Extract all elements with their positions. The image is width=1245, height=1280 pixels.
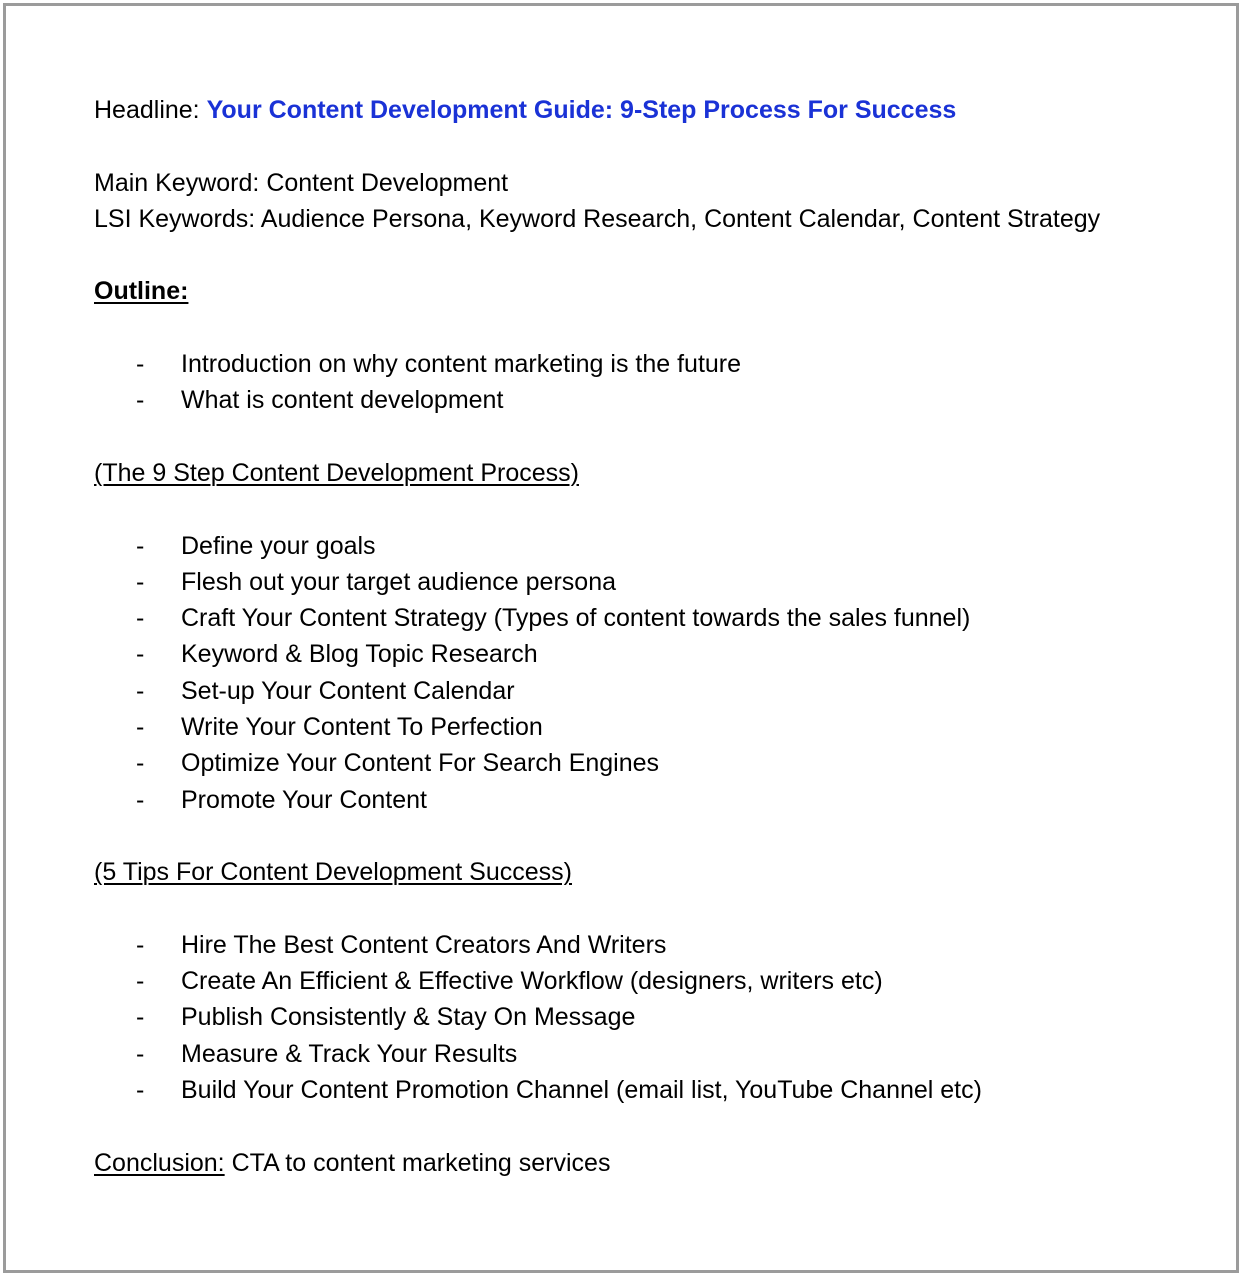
conclusion-value: CTA to content marketing services xyxy=(231,1148,611,1177)
dash-bullet: - xyxy=(136,749,145,778)
dash-bullet: - xyxy=(136,1003,145,1032)
main-keyword-line xyxy=(94,165,1224,201)
conclusion-line xyxy=(94,1145,1224,1181)
main-keyword-label: Main Keyword: xyxy=(94,168,260,197)
list-item xyxy=(94,963,1224,999)
list-item xyxy=(94,600,1224,636)
process-list xyxy=(94,528,1224,818)
dash-bullet: - xyxy=(136,350,145,379)
spacer xyxy=(94,1108,1224,1144)
list-item xyxy=(94,564,1224,600)
list-item xyxy=(94,709,1224,745)
dash-bullet: - xyxy=(136,930,145,959)
spacer xyxy=(94,128,1224,164)
list-item xyxy=(94,346,1224,382)
list-item xyxy=(94,745,1224,781)
spacer xyxy=(94,491,1224,527)
list-item-text: Keyword & Blog Topic Research xyxy=(181,640,538,669)
spacer xyxy=(94,310,1224,346)
list-item-text: Create An Efficient & Effective Workflow (designers, writers etc) xyxy=(181,967,883,996)
main-keyword-value: Content Development xyxy=(266,168,509,197)
lsi-keywords-line xyxy=(94,201,1224,237)
list-item-text: Build Your Content Promotion Channel (email list, YouTube Channel etc) xyxy=(181,1076,982,1105)
spacer xyxy=(94,818,1224,854)
spacer xyxy=(94,891,1224,927)
process-section-heading: (The 9 Step Content Development Process) xyxy=(94,458,579,487)
dash-bullet: - xyxy=(136,1039,145,1068)
list-item-text: What is content development xyxy=(181,386,504,415)
conclusion-label: Conclusion: xyxy=(94,1148,225,1177)
list-item-text: Optimize Your Content For Search Engines xyxy=(181,749,660,778)
lsi-keywords-value: Audience Persona, Keyword Research, Content Calendar, Content Strategy xyxy=(260,204,1101,233)
dash-bullet: - xyxy=(136,967,145,996)
list-item xyxy=(94,382,1224,418)
intro-list xyxy=(94,346,1224,419)
list-item xyxy=(94,636,1224,672)
lsi-keywords-label: LSI Keywords: xyxy=(94,204,256,233)
list-item xyxy=(94,528,1224,564)
list-item-text: Publish Consistently & Stay On Message xyxy=(181,1003,636,1032)
dash-bullet: - xyxy=(136,1076,145,1105)
list-item-text: Craft Your Content Strategy (Types of content towards the sales funnel) xyxy=(181,604,971,633)
tips-list xyxy=(94,927,1224,1108)
list-item xyxy=(94,1036,1224,1072)
list-item-text: Hire The Best Content Creators And Writers xyxy=(181,930,667,959)
spacer xyxy=(94,237,1224,273)
list-item xyxy=(94,999,1224,1035)
list-item xyxy=(94,1072,1224,1108)
list-item-text: Write Your Content To Perfection xyxy=(181,713,543,742)
dash-bullet: - xyxy=(136,567,145,596)
list-item-text: Flesh out your target audience persona xyxy=(181,567,616,596)
list-item xyxy=(94,782,1224,818)
list-item-text: Measure & Track Your Results xyxy=(181,1039,518,1068)
document-body xyxy=(94,92,1224,1181)
list-item-text: Promote Your Content xyxy=(181,785,427,814)
dash-bullet: - xyxy=(136,640,145,669)
dash-bullet: - xyxy=(136,531,145,560)
headline-title: Your Content Development Guide: 9-Step Process For Success xyxy=(206,96,957,124)
dash-bullet: - xyxy=(136,785,145,814)
headline-label: Headline: xyxy=(94,96,200,124)
dash-bullet: - xyxy=(136,713,145,742)
dash-bullet: - xyxy=(136,386,145,415)
headline-line xyxy=(94,92,1224,128)
tips-section-heading: (5 Tips For Content Development Success) xyxy=(94,858,572,887)
list-item xyxy=(94,927,1224,963)
document-frame xyxy=(3,3,1239,1273)
outline-heading: Outline: xyxy=(94,277,189,306)
list-item xyxy=(94,673,1224,709)
dash-bullet: - xyxy=(136,604,145,633)
list-item-text: Set-up Your Content Calendar xyxy=(181,676,515,705)
spacer xyxy=(94,419,1224,455)
list-item-text: Introduction on why content marketing is the future xyxy=(181,350,742,379)
dash-bullet: - xyxy=(136,676,145,705)
list-item-text: Define your goals xyxy=(181,531,376,560)
